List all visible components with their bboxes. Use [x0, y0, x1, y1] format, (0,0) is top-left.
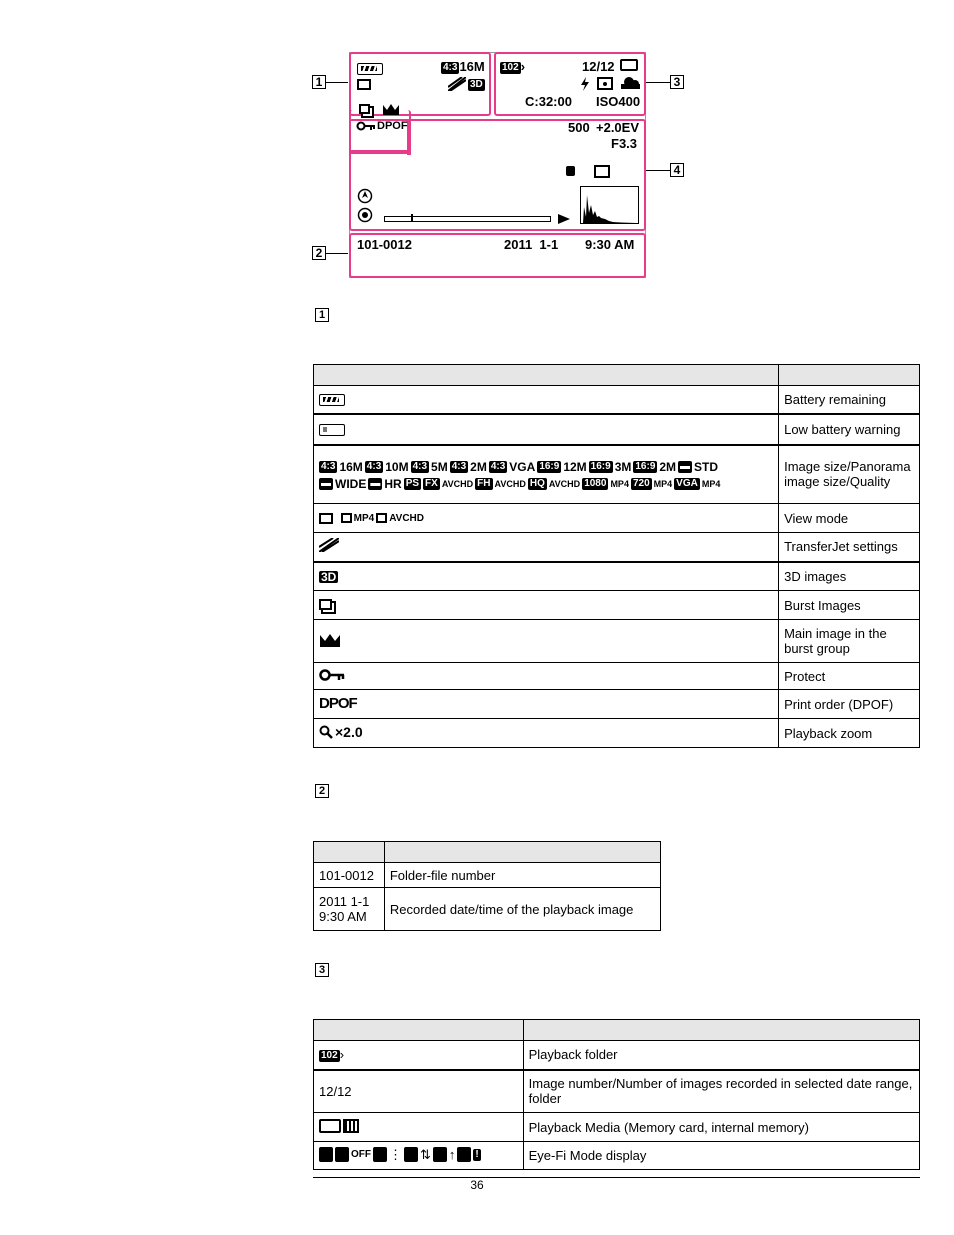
table-header — [384, 842, 660, 863]
section-3-table — [313, 1019, 920, 1170]
table-row: DPOF Print order (DPOF) — [314, 690, 920, 719]
lcd-exposure: +2.0EV — [596, 120, 640, 135]
table-row: Low battery warning — [314, 414, 920, 445]
memory-card-icon — [319, 1119, 341, 1133]
low-battery-icon — [319, 424, 345, 436]
table-header — [523, 1020, 919, 1041]
section-2-table — [313, 841, 661, 931]
media-icons — [319, 1119, 359, 1133]
lcd-gps-icon — [357, 207, 373, 223]
internal-memory-icon — [343, 1119, 359, 1133]
key-icon — [319, 669, 345, 681]
lcd-aperture: F3.3 — [611, 136, 638, 151]
lcd-time: 9:30 AM — [585, 237, 635, 252]
callout-1: 1 — [312, 75, 326, 89]
lcd-flash-icon — [580, 77, 590, 91]
lcd-histogram — [580, 186, 639, 224]
lcd-burst-icon — [359, 104, 370, 114]
table-row: Protect — [314, 663, 920, 690]
table-header — [314, 842, 385, 863]
table-row: 2011 1-1 9:30 AM Recorded date/time of the playback image — [314, 888, 661, 931]
leader-line-3 — [646, 82, 670, 83]
table-row: OFF ⋮ ⇅ ↑ ! Eye-Fi Mode display — [314, 1142, 920, 1170]
image-size-icons: 4:3 16M 4:3 10M 4:3 5M 4:3 2M 4:3 VGA 16:9 12M 16:9 3M 16:9 2M ▬ STD — [321, 460, 719, 475]
table-header — [314, 365, 779, 386]
table-row: 4:3 16M 4:3 10M 4:3 5M 4:3 2M 4:3 VGA 16:9 12M 16:9 3M 16:9 2M ▬ STD ▬ WIDE ▬ HR PS FX AVCHD FH AVCHD HQ AVCHD 1080 MP4 720 MP4 VGA MP4 Image size/Panorama image size/Quality — [314, 445, 920, 504]
lcd-white-balance-icon — [619, 76, 641, 90]
callout-4: 4 — [670, 163, 684, 177]
lcd-battery-icon — [357, 63, 383, 75]
lcd-folder: 102 › — [502, 59, 526, 74]
lcd-image-count: 12/12 — [582, 59, 615, 74]
lcd-dpof: DPOF — [377, 120, 408, 132]
transferjet-icon — [319, 538, 339, 552]
table-row: Playback Media (Memory card, internal memory) — [314, 1113, 920, 1142]
lcd-image-size: 4:3 16M — [443, 59, 485, 74]
eyefi-icons: OFF ⋮ ⇅ ↑ ! — [319, 1146, 481, 1163]
table-row: Main image in the burst group — [314, 620, 920, 663]
crown-icon — [319, 632, 341, 648]
lcd-metering-icon — [597, 77, 613, 90]
lcd-compass-icon — [357, 188, 373, 204]
table-row: 102 › Playback folder — [314, 1041, 920, 1070]
callout-2: 2 — [312, 246, 326, 260]
section-1-table — [313, 364, 920, 748]
table-header — [779, 365, 920, 386]
zoom-icon: ×2.0 — [319, 724, 363, 740]
3d-icon: 3D — [321, 570, 337, 585]
section-2-label: 2 — [315, 784, 329, 798]
lcd-key-icon — [356, 121, 376, 131]
folder-icon: 102 — [321, 1049, 338, 1061]
lcd-playback-bar — [384, 216, 551, 222]
lcd-iso: ISO400 — [596, 94, 641, 109]
lcd-shutter: 500 — [568, 120, 590, 135]
display-diagram — [0, 0, 954, 260]
lcd-play-icon — [558, 214, 570, 224]
callout-3: 3 — [670, 75, 684, 89]
battery-icon — [319, 394, 345, 406]
table-row: 12/12 Image number/Number of images recorded in selected date range, folder — [314, 1070, 920, 1113]
table-row: 101-0012 Folder-file number — [314, 863, 661, 888]
table-header — [314, 1020, 524, 1041]
table-row: 3D 3D images — [314, 562, 920, 591]
section-1-label: 1 — [315, 308, 329, 322]
leader-line-2 — [326, 253, 348, 254]
table-row: Battery remaining — [314, 386, 920, 414]
table-row: Burst Images — [314, 591, 920, 620]
burst-icon — [319, 599, 332, 610]
lcd-eyefi-icon — [566, 166, 586, 178]
lcd-memory-card-icon — [620, 59, 638, 71]
lcd-3d-icon: 3D — [470, 78, 483, 90]
leader-line-1 — [326, 82, 348, 83]
view-mode-icons: MP4 AVCHD — [319, 510, 424, 527]
lcd-file-number: 101-0012 — [357, 237, 412, 252]
table-row: TransferJet settings — [314, 533, 920, 562]
lcd-view-mode-icon — [357, 79, 371, 90]
page-number: 36 — [470, 1178, 484, 1192]
table-row: MP4 AVCHD View mode — [314, 504, 920, 533]
lcd-crown-icon — [382, 103, 400, 116]
lcd-recording-time: C:32:00 — [525, 94, 572, 109]
leader-line-4 — [646, 170, 670, 171]
section-3-label: 3 — [315, 963, 329, 977]
lcd-transferjet-icon — [448, 77, 466, 91]
lcd-date: 2011 1-1 — [504, 237, 559, 252]
dpof-icon: DPOF — [319, 695, 357, 713]
lcd-dro-icon — [594, 165, 610, 178]
table-row: ×2.0 Playback zoom — [314, 719, 920, 748]
